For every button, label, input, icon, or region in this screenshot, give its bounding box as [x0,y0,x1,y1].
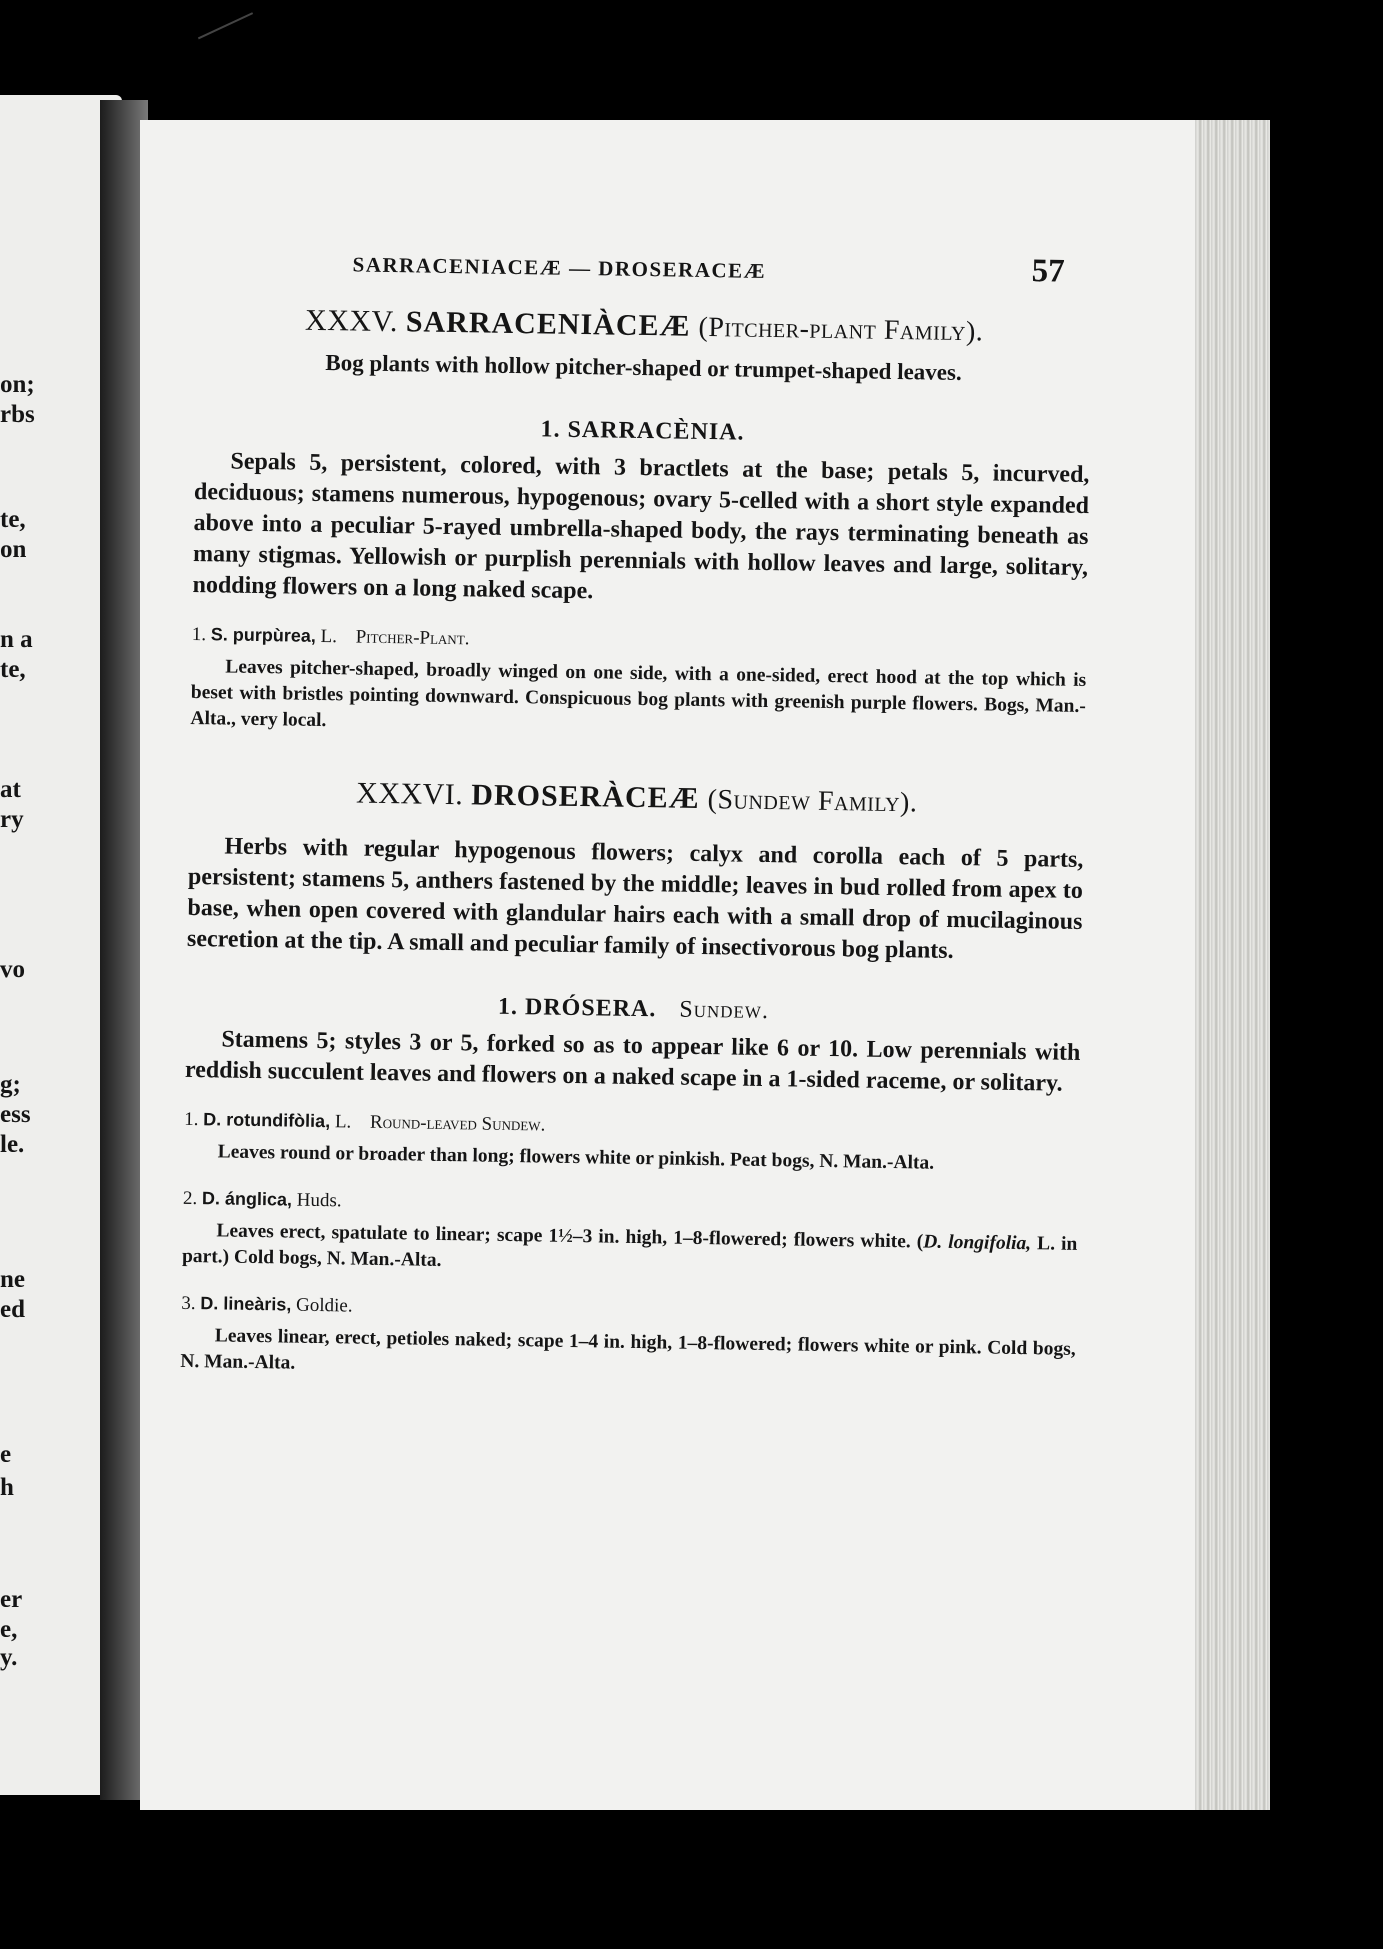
species-number: 1. [191,623,207,646]
species-number: 1. [184,1108,199,1131]
species-author: L. [320,625,338,648]
left-page-fragment: ess [0,1101,31,1128]
page-edge-stack [1195,120,1270,1810]
left-page-fragment: ed [0,1296,25,1323]
left-page-fragment: vo [0,956,25,983]
species-author: Huds. [296,1189,342,1212]
genus-title: 1. SARRACÈNIA. [540,416,745,446]
synonym-italic: D. longifolia, [923,1231,1032,1255]
left-page-fragment: rbs [0,401,35,428]
genus-title: 1. DRÓSERA. [497,993,657,1023]
species-description-text: Leaves erect, spatulate to linear; scape 1½–3 in. high, 1–8-flowered; flowers white. ( [216,1220,924,1253]
species-description: Leaves round or broader than long; flowers white or pinkish. Peat bogs, N. Man.-Alta. [217,1141,935,1174]
family-description: Bog plants with hollow pitcher-shaped or trumpet-shaped leaves. [325,350,962,386]
left-page-fragment: g; [0,1071,21,1098]
species-description: Leaves linear, erect, petioles naked; scape 1–4 in. high, 1–8-flowered; flowers white or pink. Cold bogs, N. Man.-Alta. [180,1325,1076,1374]
family-name: SARRACENIÀCEÆ [405,305,691,343]
genus-heading-drosera [186,989,1081,1030]
family-name: DROSERÀCEÆ [471,778,700,815]
family-common-name: (Sundew Family). [707,784,918,819]
book-page [140,120,1270,1810]
species-description [182,1218,1078,1284]
genus-heading-sarracenia [195,411,1090,452]
scan-corner-mark [187,0,253,39]
left-page-fragment: h [0,1474,14,1501]
left-page-fragment: e [0,1441,12,1468]
left-page-fragment: on; [0,371,35,398]
species-common-name: Round-leaved Sundew. [369,1111,546,1136]
species-author: L. [334,1111,352,1133]
genus-description: Stamens 5; styles 3 or 5, forked so as to appear like 6 or 10. Low perennials with reddish succulent leaves and flowers on a naked scape in a 1-sided raceme, or solitary. [184,1026,1081,1097]
left-page-fragment: le. [0,1131,25,1158]
species-description: Leaves pitcher-shaped, broadly winged on one side, with a one-sided, erect hood at the top which is beset with bristles pointing downward. Conspicuous bog plants with greenish purple flowers. Bogs, Man.-Alta., very local. [190,656,1087,732]
genus-common-name: Sundew. [679,996,770,1025]
page-content [180,240,1093,1389]
family-common-name: (Pitcher-plant Family). [698,311,984,348]
species-name: D. rotundifòlia, [203,1109,331,1132]
left-page-fragment: on [0,536,27,563]
left-page-fragment: te, [0,656,26,683]
species-name: D. lineàris, [200,1293,292,1315]
left-page-fragment: te, [0,506,26,533]
left-page-fragment: ne [0,1266,25,1293]
species-author: Goldie. [295,1294,353,1317]
family-description: Herbs with regular hypogenous flowers; calyx and corolla each of 5 parts, persistent; stamens 5, anthers fastened by the middle; leaves in bud rolled from apex to base, when open covered with glandular hairs each with a small drop of mucilaginous secretion at the tip. A small and peculiar family of insectivorous bog plants. [186,833,1084,964]
genus-description: Sepals 5, persistent, colored, with 3 bractlets at the base; petals 5, incurved, deciduous; stamens numerous, hypogenous; ovary 5-celled with a short style expanded above into a peculiar 5-rayed umbrella-shaped body, the rays terminating beneath as many stigmas. Yellowish or purplish perennials with hollow leaves and large, solitary, nodding flowers on a long naked scape. [192,448,1090,605]
species-name: D. ánglica, [201,1188,293,1210]
left-page-fragment: e, [0,1616,18,1643]
species-number: 3. [181,1292,196,1315]
species-name: S. purpùrea, [210,624,316,646]
page-number: 57 [1031,253,1065,290]
left-page-fragment: n a [0,626,33,653]
species-common-name: Pitcher-Plant. [355,626,470,650]
species-description-text: L. in part.) Cold bogs, N. Man.-Alta. [181,1233,1078,1271]
left-page-fragment: er [0,1586,23,1613]
left-page-fragment: at [0,776,21,803]
species-number: 2. [182,1187,198,1210]
family-number: XXXV. [304,303,399,339]
left-page-fragment: y. [0,1644,18,1671]
running-head-title: SARRACENIACEÆ — DROSERACEÆ [352,252,767,283]
left-page-fragment: ry [0,806,24,833]
family-number: XXXVI. [355,776,464,812]
